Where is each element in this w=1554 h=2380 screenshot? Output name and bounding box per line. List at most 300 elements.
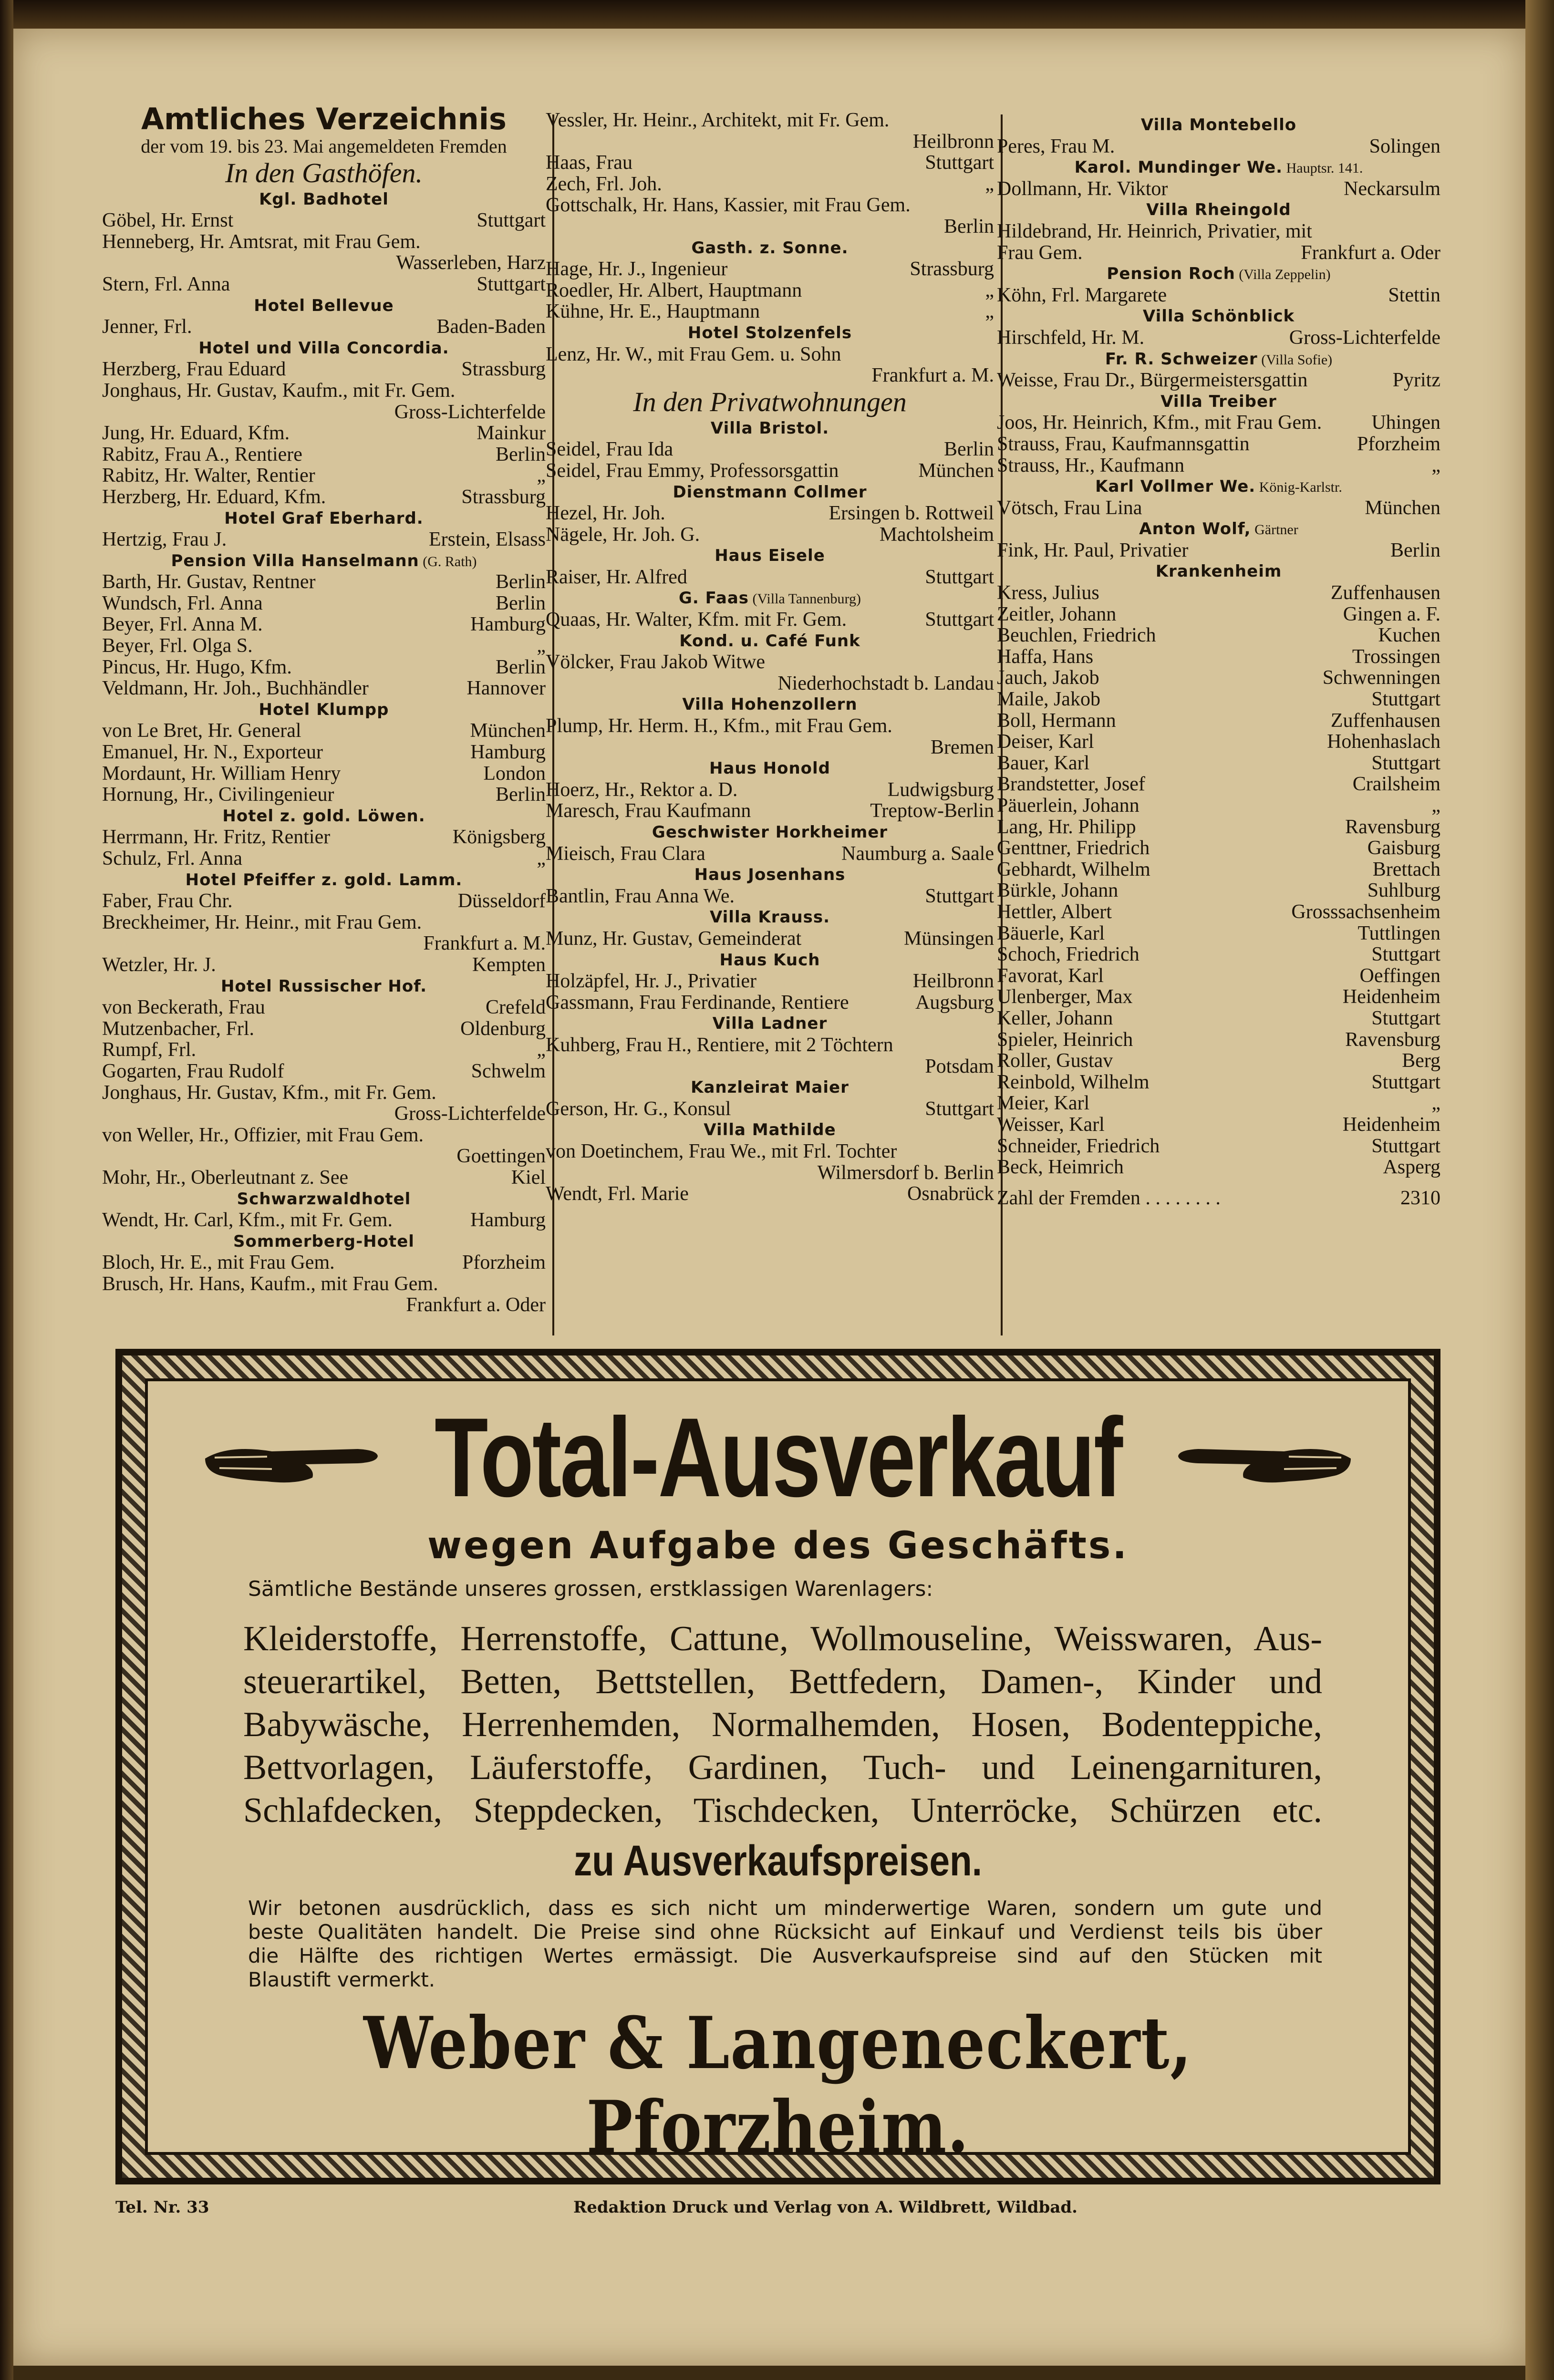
guest-origin: Frankfurt a. Oder xyxy=(406,1294,546,1316)
guest-origin: Kuchen xyxy=(1378,625,1440,646)
guest-origin: Frankfurt a. M. xyxy=(871,365,994,386)
guest-origin: „ xyxy=(985,173,994,195)
guest-name: Ulenberger, Max xyxy=(997,986,1133,1008)
guest-origin: Königsberg xyxy=(452,827,546,848)
guest-origin: Schwenningen xyxy=(1322,667,1440,689)
lodging-name: Sommerberg-Hotel xyxy=(233,1231,414,1251)
guest-entry xyxy=(546,1141,994,1162)
guest-origin: „ xyxy=(1431,1093,1440,1114)
guest-name: Gassmann, Frau Ferdinande, Rentiere xyxy=(546,992,849,1014)
guest-name: Jung, Hr. Eduard, Kfm. xyxy=(102,423,290,444)
guest-name: Bürkle, Johann xyxy=(997,880,1119,901)
guest-name: Wendt, Frl. Marie xyxy=(546,1183,689,1205)
guest-entry xyxy=(546,216,994,238)
guest-entry xyxy=(102,1082,546,1104)
lodging-heading xyxy=(997,114,1440,136)
guest-name: Holzäpfel, Hr. J., Privatier xyxy=(546,971,757,992)
guest-name: Kühne, Hr. E., Hauptmann xyxy=(546,301,760,322)
guest-origin: Stuttgart xyxy=(925,1098,994,1120)
guest-entry xyxy=(102,1125,546,1146)
guest-origin: Oldenburg xyxy=(460,1018,546,1040)
section-heading: In den Privatwohnungen xyxy=(633,386,907,417)
lodging-heading xyxy=(102,699,546,721)
guest-total xyxy=(997,1188,1440,1209)
guest-name: Stern, Frl. Anna xyxy=(102,273,230,295)
guest-name: Brusch, Hr. Hans, Kaufm., mit Frau Gem. xyxy=(102,1273,438,1295)
guest-origin: Strassburg xyxy=(461,486,546,508)
lodging-heading xyxy=(546,1077,994,1098)
guest-origin: Hamburg xyxy=(470,742,546,763)
text-line: beste Qualitäten handelt. Die Preise sind ohne Rücksicht auf Einkauf und Verdienst teils bis über xyxy=(248,1920,1322,1944)
lodging-heading xyxy=(546,758,994,779)
lodging-name: Kanzleirat Maier xyxy=(691,1078,849,1097)
lodging-note: Gärtner xyxy=(1251,522,1298,538)
guest-name: Maile, Jakob xyxy=(997,689,1100,710)
guest-origin: Neckarsulm xyxy=(1344,178,1440,200)
guest-origin: Berlin xyxy=(944,216,994,238)
guest-name: Maresch, Frau Kaufmann xyxy=(546,800,751,822)
ad-intro: Sämtliche Bestände unseres grossen, erstklassigen Warenlagers: xyxy=(248,1577,933,1601)
lodging-heading xyxy=(997,157,1440,178)
guest-name: Keller, Johann xyxy=(997,1007,1113,1029)
guest-origin: Treptow-Berlin xyxy=(870,800,994,822)
guest-origin: München xyxy=(1365,497,1440,519)
guest-name: Jonghaus, Hr. Gustav, Kfm., mit Fr. Gem. xyxy=(102,1082,436,1104)
guest-origin: Brettach xyxy=(1372,859,1440,880)
guest-origin: Crailsheim xyxy=(1352,774,1440,795)
guest-entry xyxy=(997,667,1440,689)
guest-name: Vessler, Hr. Heinr., Architekt, mit Fr. Gem. xyxy=(546,110,890,131)
guest-name: Haas, Frau xyxy=(546,152,632,174)
text-line: Kleiderstoffe, Herrenstoffe, Cattune, Wollmouseline, Weisswaren, Aus- xyxy=(243,1619,1322,1658)
guest-entry xyxy=(102,997,546,1018)
guest-origin: Goettingen xyxy=(456,1146,546,1167)
guest-name: Zech, Frl. Joh. xyxy=(546,173,662,195)
lodging-heading xyxy=(546,418,994,439)
guest-entry xyxy=(546,992,994,1014)
lodging-heading xyxy=(546,950,994,971)
guest-name: Pincus, Hr. Hugo, Kfm. xyxy=(102,656,292,678)
guest-origin: Stuttgart xyxy=(1371,944,1440,965)
guest-origin: Hamburg xyxy=(470,614,546,636)
text-line: Bettvorlagen, Läuferstoffe, Gardinen, Tuch- und Leinengarnituren, xyxy=(243,1748,1322,1787)
lodging-heading xyxy=(997,391,1440,413)
ad-goods-list xyxy=(243,1617,1322,1832)
guest-entry xyxy=(102,316,546,338)
guest-origin: Hamburg xyxy=(470,1210,546,1231)
guest-entry xyxy=(546,737,994,758)
guest-entry xyxy=(546,652,994,673)
guest-name: Peres, Frau M. xyxy=(997,135,1115,157)
lodging-name: Kgl. Badhotel xyxy=(259,189,389,209)
text-line: Babywäsche, Herrenhemden, Normalhemden, Hosen, Bodenteppiche, xyxy=(243,1705,1322,1744)
guest-name: Bloch, Hr. E., mit Frau Gem. xyxy=(102,1252,335,1273)
guest-origin: Hohenhaslach xyxy=(1327,731,1440,753)
guest-origin: Stuttgart xyxy=(925,152,994,174)
lodging-heading xyxy=(102,869,546,891)
column-2 xyxy=(546,110,994,1205)
guest-origin: Heidenheim xyxy=(1342,986,1440,1008)
guest-entry xyxy=(546,195,994,216)
guest-name: Spieler, Heinrich xyxy=(997,1029,1133,1051)
guest-entry xyxy=(997,327,1440,349)
guest-name: Lenz, Hr. W., mit Frau Gem. u. Sohn xyxy=(546,343,841,365)
guest-entry xyxy=(102,912,546,933)
lodging-heading xyxy=(102,806,546,827)
guest-entry xyxy=(997,901,1440,923)
guest-entry xyxy=(546,110,994,131)
guest-name: Barth, Hr. Gustav, Rentner xyxy=(102,571,316,593)
ad-price-line: zu Ausverkaufspreisen. xyxy=(573,1837,983,1885)
guest-name: Meier, Karl xyxy=(997,1093,1090,1114)
guest-name: Schneider, Friedrich xyxy=(997,1135,1160,1157)
lodging-name: Dienstmann Collmer xyxy=(673,482,867,502)
guest-origin: Stuttgart xyxy=(477,273,546,295)
guest-entry xyxy=(997,625,1440,646)
guest-entry xyxy=(102,657,546,678)
list-subtitle: der vom 19. bis 23. Mai angemeldeten Fremden xyxy=(141,135,507,157)
text-line: steuerartikel, Betten, Bettstellen, Bettfedern, Damen-, Kinder und xyxy=(243,1662,1322,1701)
guest-name: Hornung, Hr., Civilingenieur xyxy=(102,784,334,806)
lodging-heading xyxy=(546,694,994,715)
lodging-name: Haus Eisele xyxy=(715,546,825,566)
ad-subheadline: wegen Aufgabe des Geschäfts. xyxy=(427,1524,1129,1567)
lodging-name: Karl Vollmer We. xyxy=(1095,477,1256,497)
lodging-name: Hotel Bellevue xyxy=(254,296,394,315)
guest-entry xyxy=(997,1114,1440,1136)
lodging-heading xyxy=(997,349,1440,370)
lodging-name: Hotel z. gold. Löwen. xyxy=(222,806,425,826)
guest-origin: Uhingen xyxy=(1371,412,1440,434)
guest-origin: „ xyxy=(985,279,994,301)
lodging-heading xyxy=(546,1119,994,1141)
lodging-heading xyxy=(546,1013,994,1035)
guest-entry xyxy=(997,731,1440,753)
guest-origin: Stettin xyxy=(1388,284,1440,306)
guest-entry xyxy=(997,434,1440,455)
guest-origin: Gingen a. F. xyxy=(1343,603,1440,625)
guest-entry xyxy=(997,370,1440,391)
guest-entry xyxy=(102,678,546,699)
guest-origin: Frankfurt a. Oder xyxy=(1301,242,1440,264)
guest-entry xyxy=(997,604,1440,625)
lodging-name: G. Faas xyxy=(679,589,749,608)
guest-entry xyxy=(997,582,1440,604)
lodging-name: Pension Villa Hanselmann xyxy=(171,551,419,570)
guest-origin: Potsdam xyxy=(925,1055,994,1077)
guest-origin: Stuttgart xyxy=(477,210,546,231)
guest-origin: Frankfurt a. M. xyxy=(423,933,546,954)
guest-name: Beck, Heimrich xyxy=(997,1157,1124,1178)
guest-origin: Gross-Lichterfelde xyxy=(394,401,546,423)
lodging-heading xyxy=(997,561,1440,582)
ad-company-name: Weber & Langeneckert, Pforzheim. xyxy=(363,2001,1192,2169)
guest-entry xyxy=(102,529,546,550)
guest-origin: Mainkur xyxy=(477,423,546,444)
guest-origin: „ xyxy=(537,635,546,657)
guest-origin: Stuttgart xyxy=(925,566,994,588)
lodging-name: Anton Wolf, xyxy=(1139,519,1251,539)
guest-entry xyxy=(997,817,1440,838)
guest-name: von Weller, Hr., Offizier, mit Frau Gem. xyxy=(102,1124,424,1146)
guest-entry xyxy=(102,1103,546,1125)
guest-name: Deiser, Karl xyxy=(997,731,1094,753)
text-line: Schlafdecken, Steppdecken, Tischdecken, Unterröcke, Schürzen etc. xyxy=(243,1791,1322,1830)
lodging-name: Villa Hohenzollern xyxy=(682,695,858,714)
lodging-heading xyxy=(997,518,1440,540)
guest-name: Köhn, Frl. Margarete xyxy=(997,284,1167,306)
guest-entry xyxy=(102,465,546,486)
guest-entry xyxy=(102,1061,546,1082)
lodging-name: Geschwister Horkheimer xyxy=(652,823,888,842)
guest-entry xyxy=(997,689,1440,710)
guest-name: Herrmann, Hr. Fritz, Rentier xyxy=(102,827,331,848)
guest-origin: Ravensburg xyxy=(1345,816,1440,838)
guest-name: Hildebrand, Hr. Heinrich, Privatier, mit xyxy=(997,220,1312,242)
footer-imprint: Redaktion Druck und Verlag von A. Wildbrett, Wildbad. xyxy=(573,2198,1077,2217)
guest-name: Hoerz, Hr., Rektor a. D. xyxy=(546,779,738,801)
guest-origin: Gross-Lichterfelde xyxy=(1289,327,1440,349)
guest-entry xyxy=(546,779,994,801)
guest-entry xyxy=(546,524,994,546)
lodging-name: Karol. Mundinger We. xyxy=(1074,158,1283,177)
guest-entry xyxy=(102,763,546,785)
lodging-name: Villa Schönblick xyxy=(1142,307,1295,326)
guest-origin: „ xyxy=(537,848,546,869)
lodging-heading xyxy=(102,976,546,997)
lodging-name: Villa Mathilde xyxy=(704,1120,836,1140)
guest-entry xyxy=(546,843,994,865)
guest-entry xyxy=(102,827,546,848)
guest-entry xyxy=(546,1035,994,1056)
guest-origin: Berlin xyxy=(496,656,546,678)
guest-name: Fink, Hr. Paul, Privatier xyxy=(997,539,1189,561)
guest-origin: „ xyxy=(537,465,546,486)
guest-origin: Heilbronn xyxy=(912,971,994,992)
lodging-note: (Villa Tannenburg) xyxy=(749,591,861,607)
guest-entry xyxy=(546,800,994,822)
guest-name: Wendt, Hr. Carl, Kfm., mit Fr. Gem. xyxy=(102,1210,393,1231)
guest-origin: Asperg xyxy=(1383,1157,1440,1178)
column-3 xyxy=(997,114,1440,1209)
guest-origin: Berlin xyxy=(496,571,546,593)
guest-entry xyxy=(102,571,546,593)
lodging-heading xyxy=(546,545,994,567)
guest-origin: Naumburg a. Saale xyxy=(841,843,994,865)
page-top-edge xyxy=(0,0,1554,29)
lodging-note: (G. Rath) xyxy=(419,553,477,569)
guest-entry xyxy=(997,795,1440,817)
guest-name: Kuhberg, Frau H., Rentiere, mit 2 Töchtern xyxy=(546,1034,893,1056)
guest-origin: Kempten xyxy=(472,954,546,976)
guest-origin: Stuttgart xyxy=(1371,1007,1440,1029)
guest-name: Schoch, Friedrich xyxy=(997,944,1140,965)
guest-origin: Pforzheim xyxy=(462,1252,546,1273)
page-footer xyxy=(115,2198,1440,2222)
text-line: Wir betonen ausdrücklich, dass es sich nicht um minderwertige Waren, sondern um gute und xyxy=(248,1896,1322,1920)
guest-origin: Heilbronn xyxy=(912,131,994,153)
guest-entry xyxy=(102,231,546,253)
guest-entry xyxy=(546,259,994,280)
guest-name: Hezel, Hr. Joh. xyxy=(546,503,665,524)
guest-name: Zeitler, Johann xyxy=(997,603,1117,625)
guest-origin: Schwelm xyxy=(471,1060,546,1082)
guest-entry xyxy=(102,1252,546,1273)
lodging-heading xyxy=(102,1189,546,1210)
lodging-name: Haus Honold xyxy=(709,759,831,778)
guest-name: Mutzenbacher, Frl. xyxy=(102,1018,255,1040)
guest-entry xyxy=(102,954,546,976)
guest-origin: Baden-Baden xyxy=(436,316,546,338)
ad-note xyxy=(248,1896,1322,1992)
guest-entry xyxy=(546,152,994,174)
guest-origin: Ravensburg xyxy=(1345,1029,1440,1051)
guest-name: Mieisch, Frau Clara xyxy=(546,843,705,865)
guest-entry xyxy=(997,859,1440,880)
guest-origin: Osnabrück xyxy=(907,1183,994,1205)
guest-origin: Düsseldorf xyxy=(457,890,546,912)
guest-origin: Berg xyxy=(1402,1050,1440,1072)
guest-name: Genttner, Friedrich xyxy=(997,838,1150,859)
guest-origin: Augsburg xyxy=(915,992,994,1014)
lodging-heading xyxy=(546,864,994,886)
guest-name: Breckheimer, Hr. Heinr., mit Frau Gem. xyxy=(102,911,422,933)
guest-name: Roedler, Hr. Albert, Hauptmann xyxy=(546,279,802,301)
guest-entry xyxy=(997,1008,1440,1029)
guest-name: Weisser, Karl xyxy=(997,1114,1105,1136)
list-title: Amtliches Verzeichnis xyxy=(141,102,507,136)
guest-name: Quaas, Hr. Walter, Kfm. mit Fr. Gem. xyxy=(546,609,847,631)
guest-entry xyxy=(102,784,546,806)
guest-name: Hertzig, Frau J. xyxy=(102,529,227,550)
guest-origin: Machtolsheim xyxy=(879,524,994,546)
lodging-heading xyxy=(102,550,546,572)
guest-entry xyxy=(997,1029,1440,1051)
lodging-name: Hotel Graf Eberhard. xyxy=(224,508,424,528)
lodging-note: Hauptsr. 141. xyxy=(1283,160,1363,176)
lodging-heading xyxy=(997,476,1440,497)
guest-entry xyxy=(997,136,1440,157)
guest-origin: München xyxy=(470,720,546,742)
guest-name: Jonghaus, Hr. Gustav, Kaufm., mit Fr. Gem. xyxy=(102,380,456,402)
guest-entry xyxy=(102,742,546,763)
guest-origin: „ xyxy=(537,1039,546,1061)
guest-entry xyxy=(997,221,1440,242)
guest-entry xyxy=(102,402,546,423)
lodging-heading xyxy=(102,189,546,210)
guest-entry xyxy=(546,1162,994,1184)
guest-entry xyxy=(102,635,546,657)
guest-origin: Hannover xyxy=(466,678,546,699)
guest-entry xyxy=(102,252,546,274)
guest-origin: Berlin xyxy=(496,784,546,806)
guest-entry xyxy=(997,965,1440,987)
guest-entry xyxy=(546,928,994,950)
lodging-heading xyxy=(546,238,994,259)
guest-entry xyxy=(546,344,994,365)
lodging-name: Hotel Russischer Hof. xyxy=(220,976,427,996)
text-line: die Hälfte des richtigen Wertes ermässigt. Die Ausverkaufspreise sind auf den Stücken mit xyxy=(248,1944,1322,1967)
guest-entry xyxy=(997,1157,1440,1178)
guest-entry xyxy=(546,460,994,482)
guest-name: Kress, Julius xyxy=(997,582,1099,604)
lodging-heading xyxy=(997,199,1440,221)
guest-entry xyxy=(997,838,1440,859)
guest-entry xyxy=(546,280,994,301)
guest-entry xyxy=(997,242,1440,264)
guest-entry xyxy=(997,1093,1440,1114)
guest-origin: Stuttgart xyxy=(925,885,994,907)
guest-name: Strauss, Frau, Kaufmannsgattin xyxy=(997,433,1250,455)
advertisement xyxy=(145,1378,1411,2169)
guest-name: Mordaunt, Hr. William Henry xyxy=(102,763,341,785)
guest-origin: Münsingen xyxy=(904,928,994,950)
guest-name: von Doetinchem, Frau We., mit Frl. Tochter xyxy=(546,1140,897,1162)
guest-name: Völcker, Frau Jakob Witwe xyxy=(546,652,766,673)
guest-origin: „ xyxy=(1431,455,1440,476)
guest-name: Wetzler, Hr. J. xyxy=(102,954,216,976)
lodging-heading xyxy=(997,306,1440,327)
guest-entry xyxy=(997,540,1440,561)
guest-name: Rabitz, Hr. Walter, Rentier xyxy=(102,465,315,486)
guest-entry xyxy=(102,720,546,742)
guest-origin: Wilmersdorf b. Berlin xyxy=(817,1162,994,1184)
guest-entry xyxy=(546,1183,994,1205)
column-1 xyxy=(102,103,546,1316)
guest-origin: Solingen xyxy=(1369,135,1440,157)
guest-name: Hirschfeld, Hr. M. xyxy=(997,327,1145,349)
guest-name: Dollmann, Hr. Viktor xyxy=(997,178,1168,200)
guest-name: Göbel, Hr. Ernst xyxy=(102,210,234,231)
guest-name: Raiser, Hr. Alfred xyxy=(546,566,687,588)
guest-entry xyxy=(546,886,994,907)
guest-entry xyxy=(102,1273,546,1295)
guest-name: Herzberg, Hr. Eduard, Kfm. xyxy=(102,486,326,508)
guest-entry xyxy=(546,567,994,588)
lodging-heading xyxy=(997,263,1440,285)
lodging-heading xyxy=(102,295,546,317)
guest-name: Bäuerle, Karl xyxy=(997,922,1105,944)
lodging-name: Kond. u. Café Funk xyxy=(679,631,860,651)
guest-name: Schulz, Frl. Anna xyxy=(102,848,242,869)
footer-phone: Tel. Nr. 33 xyxy=(115,2198,209,2217)
guest-entry xyxy=(102,274,546,295)
guest-entry xyxy=(102,1018,546,1040)
guest-name: Bantlin, Frau Anna We. xyxy=(546,885,735,907)
guest-name: Gogarten, Frau Rudolf xyxy=(102,1060,284,1082)
guest-name: Favorat, Karl xyxy=(997,965,1104,987)
lodging-heading xyxy=(546,907,994,928)
lodging-note: (Villa Sofie) xyxy=(1257,352,1333,368)
guest-origin: München xyxy=(918,460,994,482)
advertisement-frame xyxy=(115,1349,1440,2184)
guest-origin: Kiel xyxy=(511,1167,546,1189)
guest-origin: Stuttgart xyxy=(925,609,994,631)
lodging-heading xyxy=(546,822,994,843)
guest-origin: Pyritz xyxy=(1392,370,1440,391)
guest-origin: Berlin xyxy=(496,592,546,614)
guest-name: Päuerlein, Johann xyxy=(997,795,1140,817)
lodging-heading xyxy=(546,588,994,609)
guest-entry xyxy=(546,971,994,992)
guest-name: Beuchlen, Friedrich xyxy=(997,625,1156,646)
guest-entry xyxy=(102,1210,546,1231)
lodging-name: Villa Bristol. xyxy=(710,418,829,438)
lodging-name: Gasth. z. Sonne. xyxy=(691,238,849,258)
guest-name: Beyer, Frl. Olga S. xyxy=(102,635,253,657)
lodging-name: Hotel Klumpp xyxy=(259,700,389,719)
guest-origin: Stuttgart xyxy=(1371,1135,1440,1157)
